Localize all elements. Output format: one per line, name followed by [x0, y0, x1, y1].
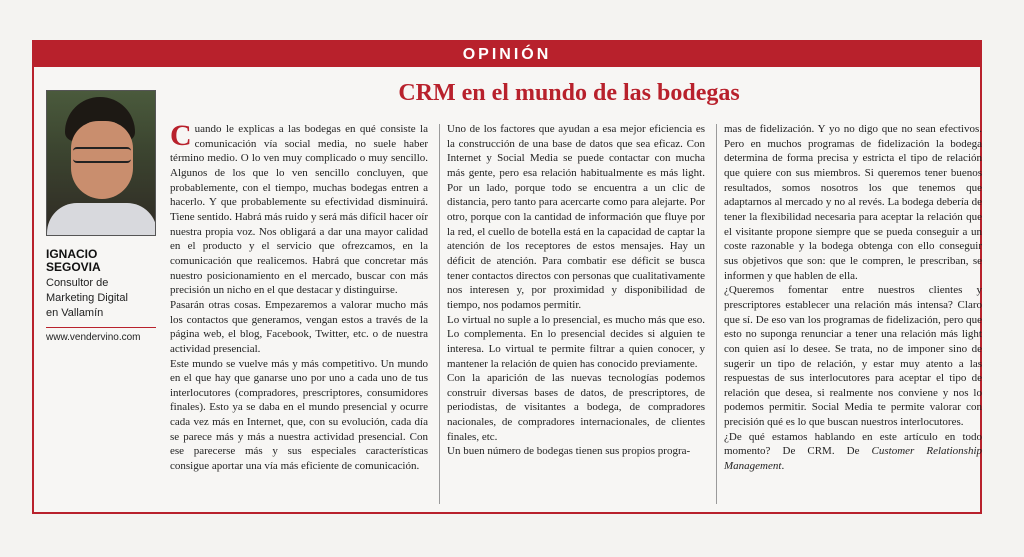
author-website: www.vendervino.com	[46, 332, 141, 343]
author-name: IGNACIO SEGOVIA	[46, 247, 101, 274]
article-column-3	[724, 122, 982, 474]
sidebar-divider	[46, 327, 156, 328]
author-role: Consultor de Marketing Digital en Vallamín	[46, 277, 128, 319]
paragraph: ¿De qué estamos hablando en este artículo en todo momento? De CRM. De Customer Relationship Management.	[724, 430, 982, 473]
paragraph: mas de fidelización. Y yo no digo que no sean efectivos. Pero en muchos programas de fidelización la bodega determina de forma precisa y estricta el tipo de relación que quiere con sus miembros. Si queremos tener buenos resultados, somos nosotros los que tenemos que adaptarnos al mercado y no al revés. La bodega debería de tener la flexibilidad necesaria para aceptar la relación que el visitante propone siempre que se pueda conseguir a un coste razonable y la bodega obtenga con ello conseguir sus objetivos que son: que le compren, le prescriban, se informen y que hablen de ella.	[724, 123, 982, 282]
article-title: CRM en el mundo de las bodegas	[398, 80, 740, 106]
paragraph: Un buen número de bodegas tienen sus propios progra-	[447, 445, 691, 458]
paragraph: Con la aparición de las nuevas tecnologías podemos construir diversas bases de datos, de prescriptores, de periodistas, de visitantes a bodega, de compradores nacionales, de compradores internacionales, de clientes finales, etc.	[447, 372, 705, 443]
paragraph: Pasarán otras cosas. Empezaremos a valorar mucho más los contactos que generamos, vengan estos a través de la página web, el blog, Facebook, Twitter, etc. o de nuestra actividad presencial.	[170, 298, 428, 355]
article-frame	[32, 40, 982, 514]
article-column-2	[447, 122, 705, 459]
column-divider	[439, 124, 440, 504]
paragraph: Lo virtual no suple a lo presencial, es mucho más que eso. Lo complementa. En lo presencial decides si alguien te interesa. Lo virtual te permite filtrar a quien conocer, y mantener la relación de quien has conocido previamente.	[447, 313, 705, 370]
drop-cap: C	[170, 119, 192, 152]
author-photo	[46, 90, 156, 236]
paragraph: Este mundo se vuelve más y más competitivo. Un mundo en el que hay que ganarse uno por uno a cada uno de tus interlocutores (compradores, prescriptores, consumidores finales). Esto ya se daba en el mundo presencial y ocurre cada vez más en Internet, que, con su evolución, cada día se parece más y más a nuestra actividad presencial. Con ese parecerse más y sus especiales características consigue aportar una vía más eficiente de comunicación.	[170, 357, 428, 473]
article-column-1	[170, 119, 428, 474]
column-divider	[716, 124, 717, 504]
paragraph: ¿Queremos fomentar entre nuestros clientes y prescriptores establecer una relación más intensa? Claro que sí. De eso van los programas de fidelización, pero que esto no suponga renunciar a tener una relación más light con quien así lo desee. Se trata, no de imponer sino de sugerir un tipo de relación, y estar muy atento a las respuestas de sus interlocutores para aceptar el tipo de relación que desea, si realmente nos conviene y nos lo podemos permitir. Social Media te permite valorar con precisión qué es lo que buscan nuestros interlocutores.	[724, 284, 982, 429]
author-sidebar	[46, 90, 158, 343]
section-banner: OPINIÓN	[34, 42, 980, 67]
paragraph: Cuando le explicas a las bodegas en qué consiste la comunicación vía social media, no suele haber término medio. O lo ven muy complicado o muy sencillo. Algunos de los que lo ven sencillo concluyen, que probablemente, con el tiempo, muchas bodegas entren a hacerlo. Y que probablemente su efectividad disminuirá. Tiene sentido. Habrá más ruido y será más difícil hacer oír nuestra propia voz. Nos obligará a dar una mayor calidad en el producto y el servicio que ofrezcamos, en la comunicación que realicemos. Habrá que concretar más nuestro posicionamiento en el mercado, buscar con más precisión un nicho en el que destacar y distinguirse.	[170, 119, 428, 297]
paragraph: Uno de los factores que ayudan a esa mejor eficiencia es la construcción de una base de datos que sea eficaz. Con Internet y Social Media se puede contactar con mucha más gente, pero esa relación habitualmente es más light. Por un lado, porque todo se encuentra a un clic de distancia, pero tanto para acercarte como para alejarte. Por otro, porque con la cantidad de información que fluye por la red, el cuello de botella está en la capacidad de captar la atención de los receptores de estos mensajes. Hay un déficit de atención. Para combatir ese déficit se busca tener contactos directos con personas que cualitativamente nos interesen y, por proximidad y disponibilidad de tiempo, nos podamos permitir.	[447, 123, 705, 311]
